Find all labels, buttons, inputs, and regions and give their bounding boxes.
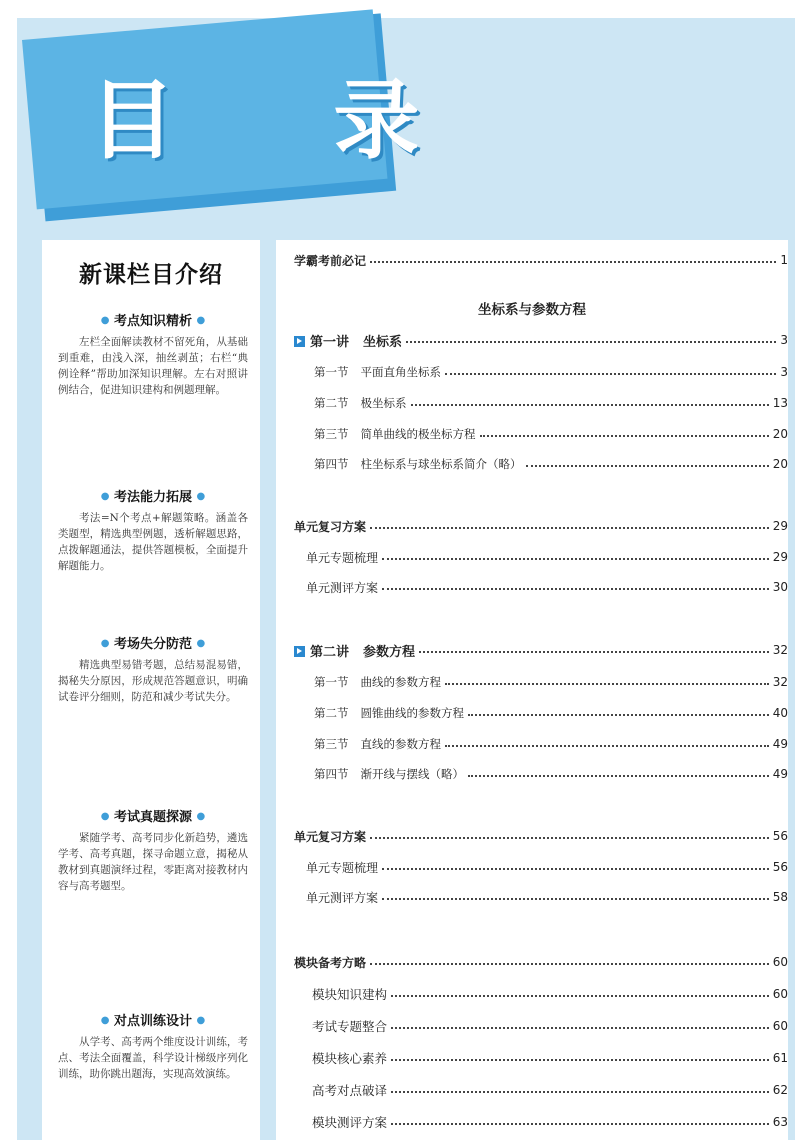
bullet-icon: ● <box>196 638 206 649</box>
toc-subentry[interactable]: 单元专题梳理 29 <box>306 550 788 565</box>
page-number: 30 <box>772 580 788 594</box>
bullet-icon: ● <box>100 315 110 326</box>
toc-section[interactable]: 第二节 圆锥曲线的参数方程 40 <box>314 706 788 720</box>
page-number: 62 <box>772 1083 788 1097</box>
dot-leader <box>526 465 769 467</box>
dot-leader <box>391 995 769 997</box>
feature-block <box>58 486 248 574</box>
feature-description: 紧随学考、高考同步化新趋势，遴选学考、高考真题，探寻命题立意，揭秘从教材到真题演绎过程，零距离对接教材内容与高考题型。 <box>58 832 248 892</box>
dot-leader <box>370 963 769 965</box>
page-number: 29 <box>772 519 788 533</box>
dot-leader <box>382 868 769 870</box>
bullet-icon: ● <box>196 491 206 502</box>
chapter-marker-icon <box>294 336 305 347</box>
dot-leader <box>480 435 769 437</box>
toc-section[interactable]: 第三节 简单曲线的极坐标方程 20 <box>314 427 788 441</box>
toc-subentry[interactable]: 高考对点破译 62 <box>312 1083 788 1098</box>
feature-description: 左栏全面解读教材不留死角，从基础到重难，由浅入深，抽丝剥茧；右栏“典例诠释”帮助加深知识理解。左右对照讲例结合，促进知识建构和例题理解。 <box>58 336 248 396</box>
dot-leader <box>468 714 769 716</box>
feature-title: ● 考试真题探源 ● <box>100 810 206 825</box>
dot-leader <box>411 404 769 406</box>
toc-entry-review[interactable]: 单元复习方案 29 <box>294 519 788 534</box>
feature-description: 考法=N个考点+解题策略。涵盖各类题型，精选典型例题，透析解题思路，点拨解题通法，提供答题模板，全面提升解题能力。 <box>58 512 248 572</box>
toc-subentry[interactable]: 模块知识建构 60 <box>312 987 788 1002</box>
feature-title: ● 考场失分防范 ● <box>100 637 206 652</box>
bullet-icon: ● <box>196 1015 206 1026</box>
bullet-icon: ● <box>100 811 110 822</box>
feature-description: 精选典型易错考题，总结易混易错，揭秘失分原因，形成规范答题意识，明确试卷评分细则，防范和减少考试失分。 <box>58 659 248 703</box>
dot-leader <box>445 745 769 747</box>
page-number: 1 <box>780 253 788 267</box>
page-number: 20 <box>772 427 788 441</box>
dot-leader <box>406 341 776 343</box>
page-number: 60 <box>772 987 788 1001</box>
feature-block <box>58 633 248 705</box>
feature-block <box>58 310 248 398</box>
page-number: 49 <box>772 767 788 781</box>
toc-entry-review[interactable]: 单元复习方案 56 <box>294 829 788 844</box>
dot-leader <box>382 898 769 900</box>
table-of-contents <box>276 240 788 1140</box>
dot-leader <box>370 527 769 529</box>
page-number: 3 <box>780 333 788 347</box>
toc-subentry[interactable]: 考试专题整合 60 <box>312 1019 788 1034</box>
dot-leader <box>382 558 769 560</box>
dot-leader <box>382 588 769 590</box>
dot-leader <box>445 683 769 685</box>
feature-title: ● 对点训练设计 ● <box>100 1014 206 1029</box>
page-number: 32 <box>772 643 788 657</box>
feature-block <box>58 806 248 894</box>
toc-section[interactable]: 第一节 曲线的参数方程 32 <box>314 675 788 689</box>
page-number: 13 <box>772 396 788 410</box>
dot-leader <box>419 651 769 653</box>
toc-subentry[interactable]: 单元测评方案 58 <box>306 890 788 905</box>
bullet-icon: ● <box>100 1015 110 1026</box>
toc-chapter-2[interactable]: 第二讲 参数方程 32 <box>276 640 788 660</box>
feature-description: 从学考、高考两个维度设计训练，考点、考法全面覆盖，科学设计梯级序列化训练，助你跳出题海，实现高效演练。 <box>58 1036 248 1080</box>
page-number: 3 <box>780 365 788 379</box>
toc-section[interactable]: 第四节 柱坐标系与球坐标系简介（略） 20 <box>314 457 788 471</box>
page-number: 20 <box>772 457 788 471</box>
page-number: 56 <box>772 860 788 874</box>
toc-subentry[interactable]: 单元测评方案 30 <box>306 580 788 595</box>
toc-entry-preface[interactable]: 学霸考前必记 1 <box>294 253 788 268</box>
part-heading: 坐标系与参数方程 <box>478 302 586 318</box>
bullet-icon: ● <box>196 315 206 326</box>
page-number: 29 <box>772 550 788 564</box>
bullet-icon: ● <box>100 638 110 649</box>
dot-leader <box>391 1123 769 1125</box>
toc-section[interactable]: 第二节 极坐标系 13 <box>314 396 788 410</box>
feature-title: ● 考法能力拓展 ● <box>100 490 206 505</box>
toc-section[interactable]: 第一节 平面直角坐标系 3 <box>314 365 788 379</box>
toc-subentry[interactable]: 单元专题梳理 56 <box>306 860 788 875</box>
dot-leader <box>370 837 769 839</box>
page-number: 63 <box>772 1115 788 1129</box>
dot-leader <box>468 775 769 777</box>
intro-heading: 新课栏目介绍 <box>79 262 223 288</box>
toc-chapter-1[interactable]: 第一讲 坐标系 3 <box>276 330 788 350</box>
page-number: 49 <box>772 737 788 751</box>
page-number: 61 <box>772 1051 788 1065</box>
page-number: 32 <box>772 675 788 689</box>
title-banner <box>22 9 484 209</box>
bullet-icon: ● <box>100 491 110 502</box>
toc-subentry[interactable]: 模块测评方案 63 <box>312 1115 788 1130</box>
dot-leader <box>391 1027 769 1029</box>
page-number: 58 <box>772 890 788 904</box>
dot-leader <box>391 1059 769 1061</box>
page-number: 60 <box>772 955 788 969</box>
page-title: 目 录 <box>89 71 484 172</box>
intro-panel <box>42 240 260 1140</box>
page-number: 60 <box>772 1019 788 1033</box>
toc-section[interactable]: 第四节 渐开线与摆线（略） 49 <box>314 767 788 781</box>
chapter-marker-icon <box>294 646 305 657</box>
toc-entry-module[interactable]: 模块备考方略 60 <box>294 955 788 970</box>
toc-subentry[interactable]: 模块核心素养 61 <box>312 1051 788 1066</box>
page-number: 40 <box>772 706 788 720</box>
feature-title: ● 考点知识精析 ● <box>100 314 206 329</box>
dot-leader <box>391 1091 769 1093</box>
bullet-icon: ● <box>196 811 206 822</box>
dot-leader <box>445 373 776 375</box>
feature-block <box>58 1010 248 1082</box>
dot-leader <box>370 261 776 263</box>
toc-section[interactable]: 第三节 直线的参数方程 49 <box>314 737 788 751</box>
page-number: 56 <box>772 829 788 843</box>
